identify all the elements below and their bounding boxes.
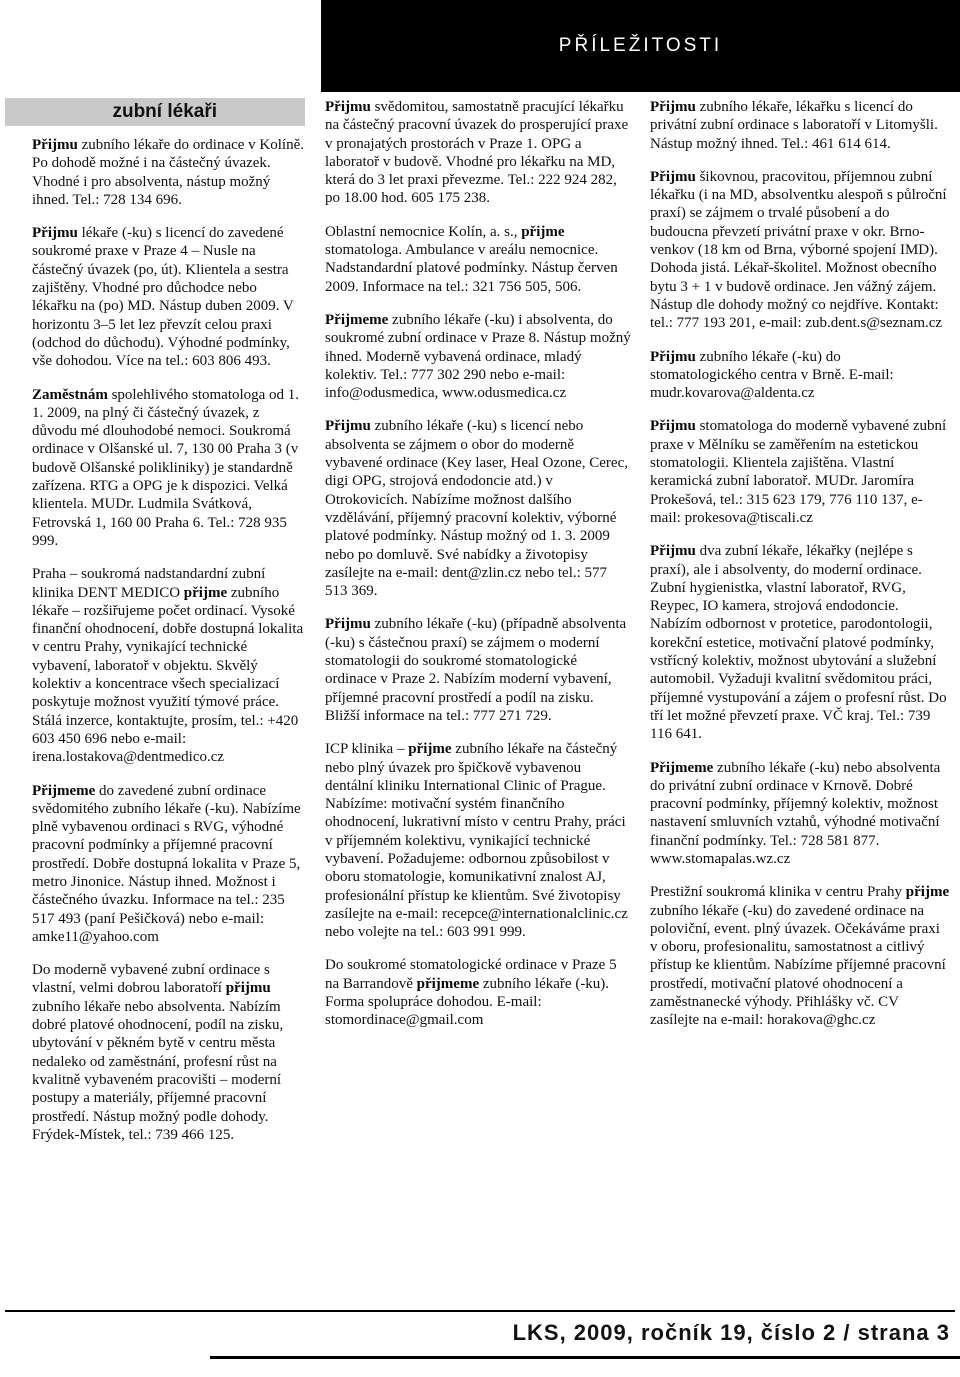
ad-keyword: Přijmu bbox=[325, 418, 371, 435]
column-1 bbox=[5, 98, 305, 1159]
classified-ad bbox=[325, 417, 631, 600]
classified-ad bbox=[650, 168, 950, 333]
ads-col-3 bbox=[650, 98, 950, 1030]
footer-divider bbox=[5, 1310, 955, 1312]
classified-ad bbox=[650, 417, 950, 527]
ad-keyword: Přijmeme bbox=[650, 759, 714, 776]
footer-underline bbox=[210, 1356, 960, 1359]
ad-keyword: Přijmu bbox=[325, 616, 371, 633]
ad-text: zubního lékaře (-ku) do stomatologického centra v Brně. E-mail: mudr.kovarova@aldenta.cz bbox=[650, 348, 894, 402]
ad-keyword: Přijmu bbox=[325, 99, 371, 115]
ad-lead: Prestižní soukromá klinika v centru Prahy bbox=[650, 884, 906, 901]
ad-keyword: přijme bbox=[408, 741, 452, 758]
classified-ad bbox=[325, 615, 631, 725]
ad-text: zubního lékaře (-ku) s licencí nebo absolventa se zájmem o obor do moderně vybavené ordinace (Key laser, Heal Ozone, Cerec, digi OPG, strojová endodoncie atd.) v Otrokovicích. Nabízíme možnost dalšího vzdělávání, příjemný pracovní kolektiv, výborné platové podmínky. Nástup možný od 1. 3. 2009 nebo po domluvě. Své nabídky a životopisy zasílejte na e-mail: dent@zlin.cz nebo tel.: 577 513 369. bbox=[325, 418, 628, 600]
ad-text: zubního lékaře do ordinace v Kolíně. Po dohodě možné i na částečný úvazek. Vhodné i pro absolventa, nástup možný ihned. Tel.: 728 134 696. bbox=[32, 137, 304, 208]
ad-keyword: Zaměstnám bbox=[32, 386, 108, 403]
ad-text: zubního lékaře (-ku) (případně absolventa (-ku) s částečnou praxí) se zájmem o moderní stomatologii do soukromé stomatologické ordinace v Praze 2. Nabízím moderní vybavení, příjemné pracovní prostředí a podíl na zisku. Bližší informace na tel.: 777 271 729. bbox=[325, 616, 627, 724]
ad-keyword: Přijmu bbox=[32, 225, 78, 242]
classified-ad bbox=[325, 956, 631, 1029]
ad-text: zubního lékaře (-ku) do zavedené ordinace na poloviční, event. plný úvazek. Očekáváme praxi v oboru, profesionalitu, samostatnost a citlivý přístup ke klientům. Nabízíme příjemné pracovní prostředí, motivační platové ohodnocení a zaměstnanecké výhody. Přihlášky vč. CV zasílejte na e-mail: horakova@ghc.cz bbox=[650, 902, 946, 1029]
ad-keyword: přijmeme bbox=[416, 975, 480, 992]
classified-ad bbox=[650, 348, 950, 403]
classified-ad bbox=[325, 98, 631, 208]
ad-keyword: přijme bbox=[905, 884, 950, 901]
ad-lead: Praha – soukromá nadstandardní zubní klinika DENT MEDICO bbox=[32, 566, 266, 601]
ad-text: zubního lékaře – rozšiřujeme počet ordinací. Vysoké finanční ohodnocení, dobře dostupná lokalita v centru Prahy, vynikající technické vybavení, laboratoř v objektu. Skvělý kolektiv a koncentrace všech specializací poskytuje možnost využití týmové práce. Stálá inzerce, kontaktujte, prosím, tel.: +420 603 450 696 nebo e-mail: irena.lostakova@dentmedico.cz bbox=[32, 584, 304, 766]
classified-ad bbox=[325, 223, 631, 296]
ad-text: zubního lékaře, lékařku s licencí do privátní zubní ordinace s laboratoří v Litomyšli. Nástup možný ihned. Tel.: 461 614 614. bbox=[650, 99, 938, 152]
ad-text: do zavedené zubní ordinace svědomitého zubního lékaře (-ku). Nabízíme plně vybavenou ordinaci s RVG, výhodné pracovní podmínky a příjemné pracovní prostředí. Dobře dostupná lokalita v Praze 5, metro Jinonice. Nástup ihned. Možnost i částečného úvazku. Informace na tel.: 235 517 493 (paní Pešičková) nebo e-mail: amke11@yahoo.com bbox=[32, 782, 301, 945]
ad-keyword: přijme bbox=[183, 584, 228, 601]
ad-text: svědomitou, samostatně pracující lékařku na částečný pracovní úvazek do prosperující praxe v pronajatých prostorách v Praze 1. OPG a laboratoř v budově. Vhodné pro lékařku na MD, která do 3 let praxi převezme. Tel.: 222 924 282, po 18.00 hod. 605 175 238. bbox=[325, 99, 629, 207]
column-2 bbox=[325, 98, 631, 1045]
ad-keyword: Přijmu bbox=[650, 168, 696, 185]
ad-text: zubního lékaře na částečný nebo plný úvazek pro špičkově vybavenou dentální kliniku International Clinic of Prague. Nabízíme: motivační systém finančního ohodnocení, lukrativní místo v centru Prahy, práci v příjemném kolektivu, vynikající technické vybavení. Požadujeme: odbornou způsobilost v oboru stomatologie, komunikativní znalost AJ, profesionální přístup ke klientům. Své životopisy zasílejte na e-mail: recepce@internationalclinic.cz nebo volejte na tel.: 603 991 999. bbox=[325, 741, 628, 941]
ad-text: šikovnou, pracovitou, příjemnou zubní lékařku (i na MD, absolventku alespoň s půlroční praxí) se zájmem o trvalé působení a do budoucna převzetí privátní praxe v okr. Brno-venkov (18 km od Brna, výborné spojení IMD). Dohoda jistá. Lékař-školitel. Možnost obecního bytu 3 + 1 v budově ordinace. Jen vážný zájem. Nástup dle dohody možný co nejdříve. Kontakt: tel.: 777 193 201, e-mail: zub.dent.s@seznam.cz bbox=[650, 168, 947, 332]
ad-keyword: Přijmu bbox=[32, 137, 78, 153]
ad-lead: Do moderně vybavené zubní ordinace s vlastní, velmi dobrou laboratoří bbox=[32, 962, 270, 997]
ad-lead: ICP klinika – bbox=[325, 741, 409, 758]
classified-ad bbox=[5, 782, 305, 947]
ad-text: stomatologa. Ambulance v areálu nemocnice. Nadstandardní platové podmínky. Nástup červen 2009. Informace na tel.: 321 756 505, 506. bbox=[325, 242, 618, 295]
ad-text: dva zubní lékaře, lékařky (nejlépe s praxí), ale i absolventy, do moderní ordinace. Zubní hygienistka, vlastní laboratoř, RVG, Reypec, IO kamera, strojová endodoncie. Nabízím odbornost v protetice, parodontologii, korekční estetice, motivační platové podmínky, vstřícný kolektiv, možnost ubytování a služební automobil. Vyžaduji kvalitní svědomitou práci, příjemné vystupování a zájem o profesní růst. Do tří let možné převzetí praxe. VČ kraj. Tel.: 739 116 641. bbox=[650, 543, 947, 743]
ad-keyword: Přijmeme bbox=[32, 782, 96, 799]
page-footer: LKS, 2009, ročník 19, číslo 2 / strana 3 bbox=[512, 1320, 950, 1345]
ad-text: lékaře (-ku) s licencí do zavedené soukromé praxe v Praze 4 – Nusle na částečný úvazek (po, út). Klientela a sestra zajištěny. Vhodné pro důchodce nebo lékařku na (po) MD. Nástup duben 2009. V horizontu 3–5 let lez převzít celou praxi (odchod do důchodu). Výhodné podmínky, vše dohodou. Více na tel.: 603 806 493. bbox=[32, 225, 294, 370]
classified-ad bbox=[325, 740, 631, 941]
classified-ad bbox=[650, 883, 950, 1029]
classified-ad bbox=[5, 961, 305, 1144]
classified-ad bbox=[5, 224, 305, 370]
classified-ad bbox=[650, 98, 950, 153]
ad-text: stomatologa do moderně vybavené zubní praxe v Mělníku se zaměřením na estetickou stomatologii. Klientela zajištěna. Vlastní keramická zubní laboratoř. MUDr. Jaromíra Prokešová, tel.: 315 623 179, 776 110 137, e-mail: prokesova@tiscali.cz bbox=[650, 418, 947, 526]
ad-keyword: přijme bbox=[521, 223, 565, 240]
column-3 bbox=[650, 98, 950, 1045]
classified-ad bbox=[5, 136, 305, 209]
section-title: zubní lékaři bbox=[5, 98, 305, 126]
ad-text: spolehlivého stomatologa od 1. 1. 2009, na plný či částečný úvazek, z důvodu mé dlouhodobé nemoci. Soukromá ordinace v Olšanské ul. 7, 130 00 Praha 3 (v budově Olšanské polikliniky) je standardně zařízena. RTG a OPG je k dispozici. Velká klientela. MUDr. Ludmila Svátková, Fetrovská 1, 160 00 Praha 6. Tel.: 728 935 999. bbox=[32, 386, 300, 549]
ad-text: zubního lékaře (-ku) i absolventa, do soukromé zubní ordinace v Praze 8. Nástup možný ihned. Moderně vybavená ordinace, mladý kolektiv. Tel.: 777 302 290 nebo e-mail: info@odusmedica, www.odusmedica.cz bbox=[325, 311, 631, 402]
ad-lead: Oblastní nemocnice Kolín, a. s., bbox=[325, 223, 522, 240]
ad-text: zubního lékaře nebo absolventa. Nabízím dobré platové ohodnocení, podíl na zisku, ubytování v pěkném bytě v centru města nedaleko od zaměstnání, profesní růst na kvalitně vybaveném pracovišti – moderní postupy a materiály, příjemné pracovní prostředí. Nástup možný podle dohody. Frýdek-Místek, tel.: 739 466 125. bbox=[32, 998, 284, 1143]
ad-text: zubního lékaře (-ku). Forma spolupráce dohodou. E-mail: stomordinace@gmail.com bbox=[325, 975, 610, 1029]
ad-keyword: Přijmu bbox=[650, 418, 696, 435]
ad-keyword: Přijmu bbox=[650, 348, 696, 365]
classified-ad bbox=[325, 311, 631, 402]
ad-lead: Do soukromé stomatologické ordinace v Praze 5 na Barrandově bbox=[325, 957, 617, 992]
ad-keyword: Přijmeme bbox=[325, 311, 389, 328]
classified-ad bbox=[650, 542, 950, 743]
ad-keyword: Přijmu bbox=[650, 543, 696, 560]
classified-ad bbox=[650, 759, 950, 869]
ads-col-2 bbox=[325, 98, 631, 1030]
classified-ad bbox=[5, 565, 305, 766]
ad-text: zubního lékaře (-ku) nebo absolventa do privátní zubní ordinace v Krnově. Dobré pracovní podmínky, příjemný kolektiv, možnost nastavení smluvních vztahů, výhodné motivační finanční podmínky. Tel.: 728 581 877. www.stomapalas.wz.cz bbox=[650, 759, 941, 867]
classified-ad bbox=[5, 386, 305, 551]
ad-keyword: Přijmu bbox=[650, 99, 696, 115]
ads-col-1 bbox=[5, 136, 305, 1144]
section-banner: PŘÍLEŽITOSTI bbox=[321, 0, 960, 92]
ad-keyword: přijmu bbox=[225, 980, 271, 997]
